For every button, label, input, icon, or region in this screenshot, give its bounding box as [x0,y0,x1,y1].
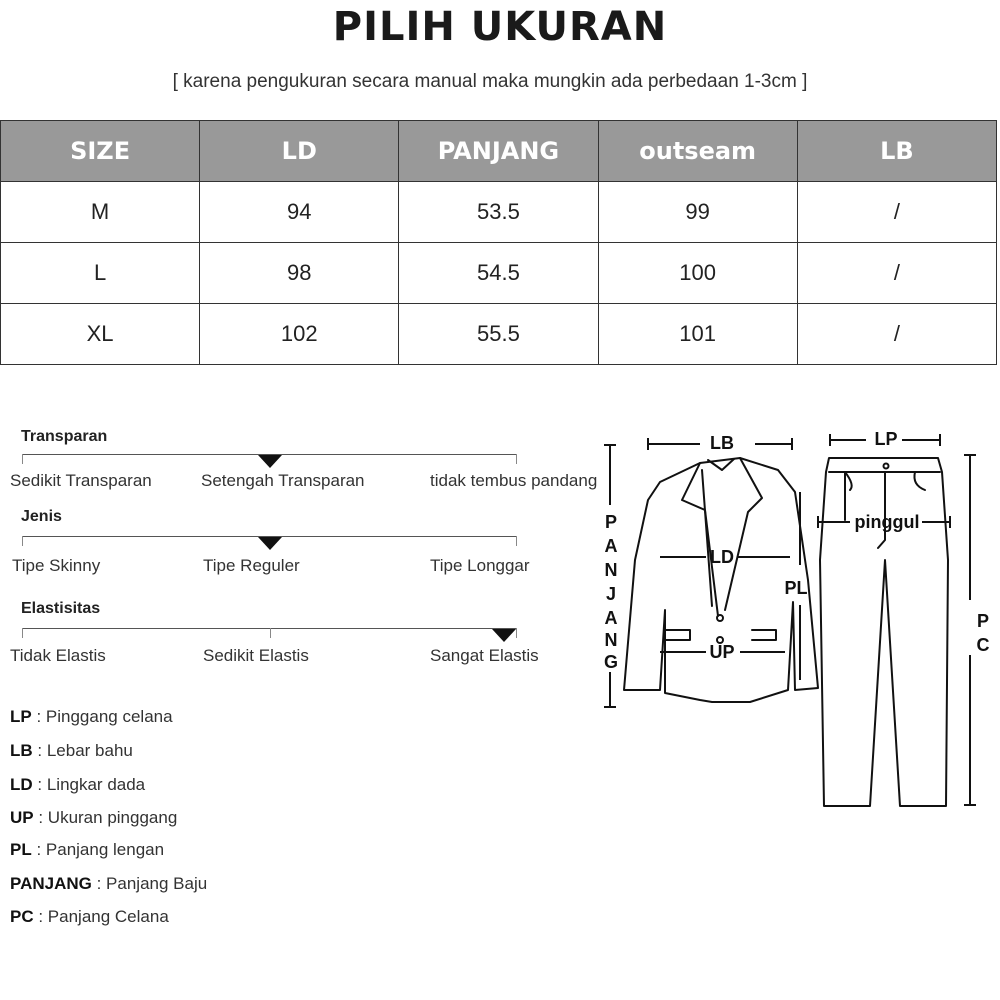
cell-outseam: 100 [598,243,797,304]
scale-option: Tidak Elastis [10,646,106,665]
label-pc-letter: C [976,635,990,655]
scale-tick [22,628,23,638]
legend-abbr: UP [10,808,34,827]
table-row [1,304,997,365]
legend-text: : Ukuran pinggang [33,808,178,827]
header-ld: LD [200,121,399,182]
legend-item [10,808,177,828]
measurement-note: [ karena pengukuran secara manual maka mungkin ada perbedaan 1-3cm ] [172,71,808,92]
legend-item [10,707,173,727]
scale-tick [516,628,517,638]
cell-size: L [1,243,200,304]
legend-item [10,840,164,860]
scale-tick [22,454,23,464]
label-lp: LP [874,429,898,449]
legend-abbr: LB [10,741,33,760]
header-size: SIZE [1,121,200,182]
cell-outseam: 101 [598,304,797,365]
legend-abbr: PL [10,840,32,859]
scale-tick [22,536,23,546]
scale-option: Sedikit Transparan [10,471,152,490]
legend-abbr: LP [10,707,32,726]
legend-text: : Lingkar dada [32,775,146,794]
header-panjang: PANJANG [399,121,598,182]
scale-option: Sedikit Elastis [203,646,309,665]
selected-marker-icon [258,455,282,468]
scale-option: Tipe Skinny [12,556,101,575]
label-panjang-letter: P [604,512,618,532]
header-lb: LB [797,121,996,182]
suit-measurement-diagram [600,425,1000,945]
size-table [0,120,997,365]
label-ld: LD [710,547,734,567]
cell-ld: 102 [200,304,399,365]
scale-option: Sangat Elastis [430,646,539,665]
cell-panjang: 53.5 [399,182,598,243]
scale-option: Setengah Transparan [201,471,365,490]
legend-abbr: LD [10,775,33,794]
label-panjang-letter: A [604,608,618,628]
legend-text: : Pinggang celana [31,707,173,726]
cell-panjang: 55.5 [399,304,598,365]
scale-option: tidak tembus pandang [430,471,598,490]
cell-lb: / [797,304,996,365]
label-panjang-letter: J [605,584,617,604]
label-pc-letter: P [976,611,990,631]
scale-line [22,628,516,629]
cell-outseam: 99 [598,182,797,243]
legend-text: : Panjang Baju [91,874,208,893]
label-panjang-letter: A [604,536,618,556]
legend-abbr: PANJANG [10,874,92,893]
scale-title: Jenis [21,508,62,525]
cell-ld: 98 [200,243,399,304]
page-title: PILIH UKURAN [332,4,668,50]
legend-item [10,741,133,761]
selected-marker-icon [492,629,516,642]
table-row [1,182,997,243]
scale-title: Transparan [21,428,108,445]
cell-panjang: 54.5 [399,243,598,304]
cell-size: XL [1,304,200,365]
pants-outline [820,458,948,806]
table-row [1,243,997,304]
legend-text: : Panjang Celana [33,907,169,926]
size-table-header [1,121,997,182]
legend-item [10,874,207,894]
scale-tick [516,454,517,464]
legend-item [10,907,169,927]
legend-text: : Lebar bahu [32,741,133,760]
scale-title: Elastisitas [21,600,101,617]
cell-size: M [1,182,200,243]
scale-option: Tipe Reguler [203,556,300,575]
label-panjang-letter: G [603,652,619,672]
cell-lb: / [797,182,996,243]
scale-tick [270,628,271,638]
header-outseam: outseam [598,121,797,182]
selected-marker-icon [258,537,282,550]
label-lb: LB [710,433,734,453]
cell-ld: 94 [200,182,399,243]
legend-abbr: PC [10,907,34,926]
label-up: UP [709,642,735,662]
label-pl: PL [784,578,808,598]
scale-option: Tipe Longgar [430,556,530,575]
cell-lb: / [797,243,996,304]
label-panjang-letter: N [604,630,618,650]
scale-tick [516,536,517,546]
legend-item [10,775,145,795]
legend-text: : Panjang lengan [31,840,165,859]
label-panjang-letter: N [604,560,618,580]
label-pinggul: pinggul [854,512,920,532]
